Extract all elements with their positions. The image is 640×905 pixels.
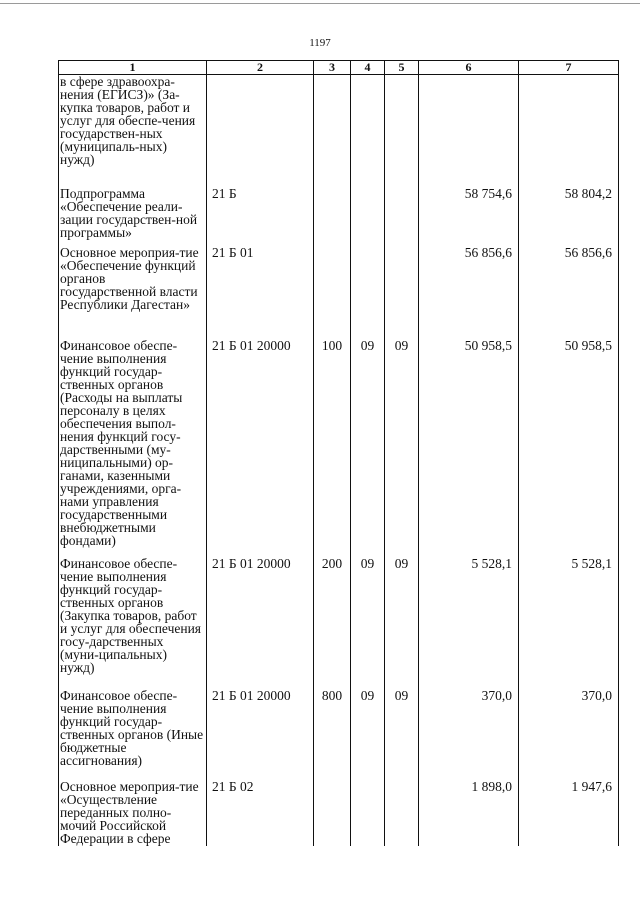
item-code: 21 Б 01 20000 <box>207 339 314 557</box>
table-row <box>59 246 619 339</box>
subsection-code: 09 <box>385 557 419 689</box>
amount-col6: 58 754,6 <box>419 187 519 246</box>
column-header: 6 <box>419 61 519 75</box>
expense-type <box>314 780 351 846</box>
budget-table <box>58 60 619 846</box>
scan-top-edge <box>0 3 640 5</box>
page-number: 1197 <box>309 37 331 49</box>
item-code: 21 Б <box>207 187 314 246</box>
section-code: 09 <box>351 689 385 780</box>
item-code: 21 Б 01 <box>207 246 314 339</box>
amount-col7: 1 947,6 <box>519 780 619 846</box>
item-name: Финансовое обеспе-чение выполнения функций государ-ственных органов (Закупка товаров, работ и услуг для обеспечения госу-дарственных (муни-ципальных) нужд) <box>59 557 207 689</box>
column-header: 1 <box>59 61 207 75</box>
item-code: 21 Б 01 20000 <box>207 557 314 689</box>
item-name: Подпрограмма «Обеспечение реали-зации государствен-ной программы» <box>59 187 207 246</box>
amount-col7: 50 958,5 <box>519 339 619 557</box>
item-name: Финансовое обеспе-чение выполнения функций государ-ственных органов (Расходы на выплаты персоналу в целях обеспечения выпол-нения функций госу-дарственными (му-ниципальными) ор-ганами, казенными учреждениями, орга-нами управления государственными внебюджетными фондами) <box>59 339 207 557</box>
item-name: Основное мероприя-тие «Обеспечение функций органов государственной власти Республики Дагестан» <box>59 246 207 339</box>
item-name: Основное мероприя-тие «Осуществление переданных полно-мочий Российской Федерации в сфере <box>59 780 207 846</box>
table-row <box>59 187 619 246</box>
subsection-code: 09 <box>385 339 419 557</box>
expense-type: 800 <box>314 689 351 780</box>
column-header: 4 <box>351 61 385 75</box>
subsection-code <box>385 246 419 339</box>
expense-type <box>314 246 351 339</box>
expense-type: 200 <box>314 557 351 689</box>
column-header: 2 <box>207 61 314 75</box>
amount-col7: 56 856,6 <box>519 246 619 339</box>
section-code: 09 <box>351 557 385 689</box>
subsection-code <box>385 75 419 188</box>
section-code <box>351 75 385 188</box>
item-name: в сфере здравоохра-нения (ЕГИСЗ)» (За-купка товаров, работ и услуг для обеспе-чения государствен-ных (муниципаль-ных) нужд) <box>59 75 207 188</box>
amount-col7: 5 528,1 <box>519 557 619 689</box>
expense-type: 100 <box>314 339 351 557</box>
table-row <box>59 557 619 689</box>
section-code <box>351 780 385 846</box>
item-name: Финансовое обеспе-чение выполнения функций государ-ственных органов (Иные бюджетные ассигнования) <box>59 689 207 780</box>
amount-col6: 370,0 <box>419 689 519 780</box>
section-code <box>351 187 385 246</box>
table-row <box>59 689 619 780</box>
table-row <box>59 780 619 846</box>
amount-col6: 5 528,1 <box>419 557 519 689</box>
expense-type <box>314 187 351 246</box>
table-row <box>59 339 619 557</box>
section-code <box>351 246 385 339</box>
amount-col6: 56 856,6 <box>419 246 519 339</box>
item-code: 21 Б 01 20000 <box>207 689 314 780</box>
amount-col6: 50 958,5 <box>419 339 519 557</box>
subsection-code <box>385 187 419 246</box>
header-row <box>59 61 619 75</box>
amount-col7: 58 804,2 <box>519 187 619 246</box>
expense-type <box>314 75 351 188</box>
item-code: 21 Б 02 <box>207 780 314 846</box>
amount-col6: 1 898,0 <box>419 780 519 846</box>
budget-table-container <box>58 60 618 846</box>
column-header: 5 <box>385 61 419 75</box>
table-row <box>59 75 619 188</box>
column-header: 7 <box>519 61 619 75</box>
item-code <box>207 75 314 188</box>
section-code: 09 <box>351 339 385 557</box>
subsection-code: 09 <box>385 689 419 780</box>
amount-col7: 370,0 <box>519 689 619 780</box>
amount-col6 <box>419 75 519 188</box>
subsection-code <box>385 780 419 846</box>
column-header: 3 <box>314 61 351 75</box>
amount-col7 <box>519 75 619 188</box>
